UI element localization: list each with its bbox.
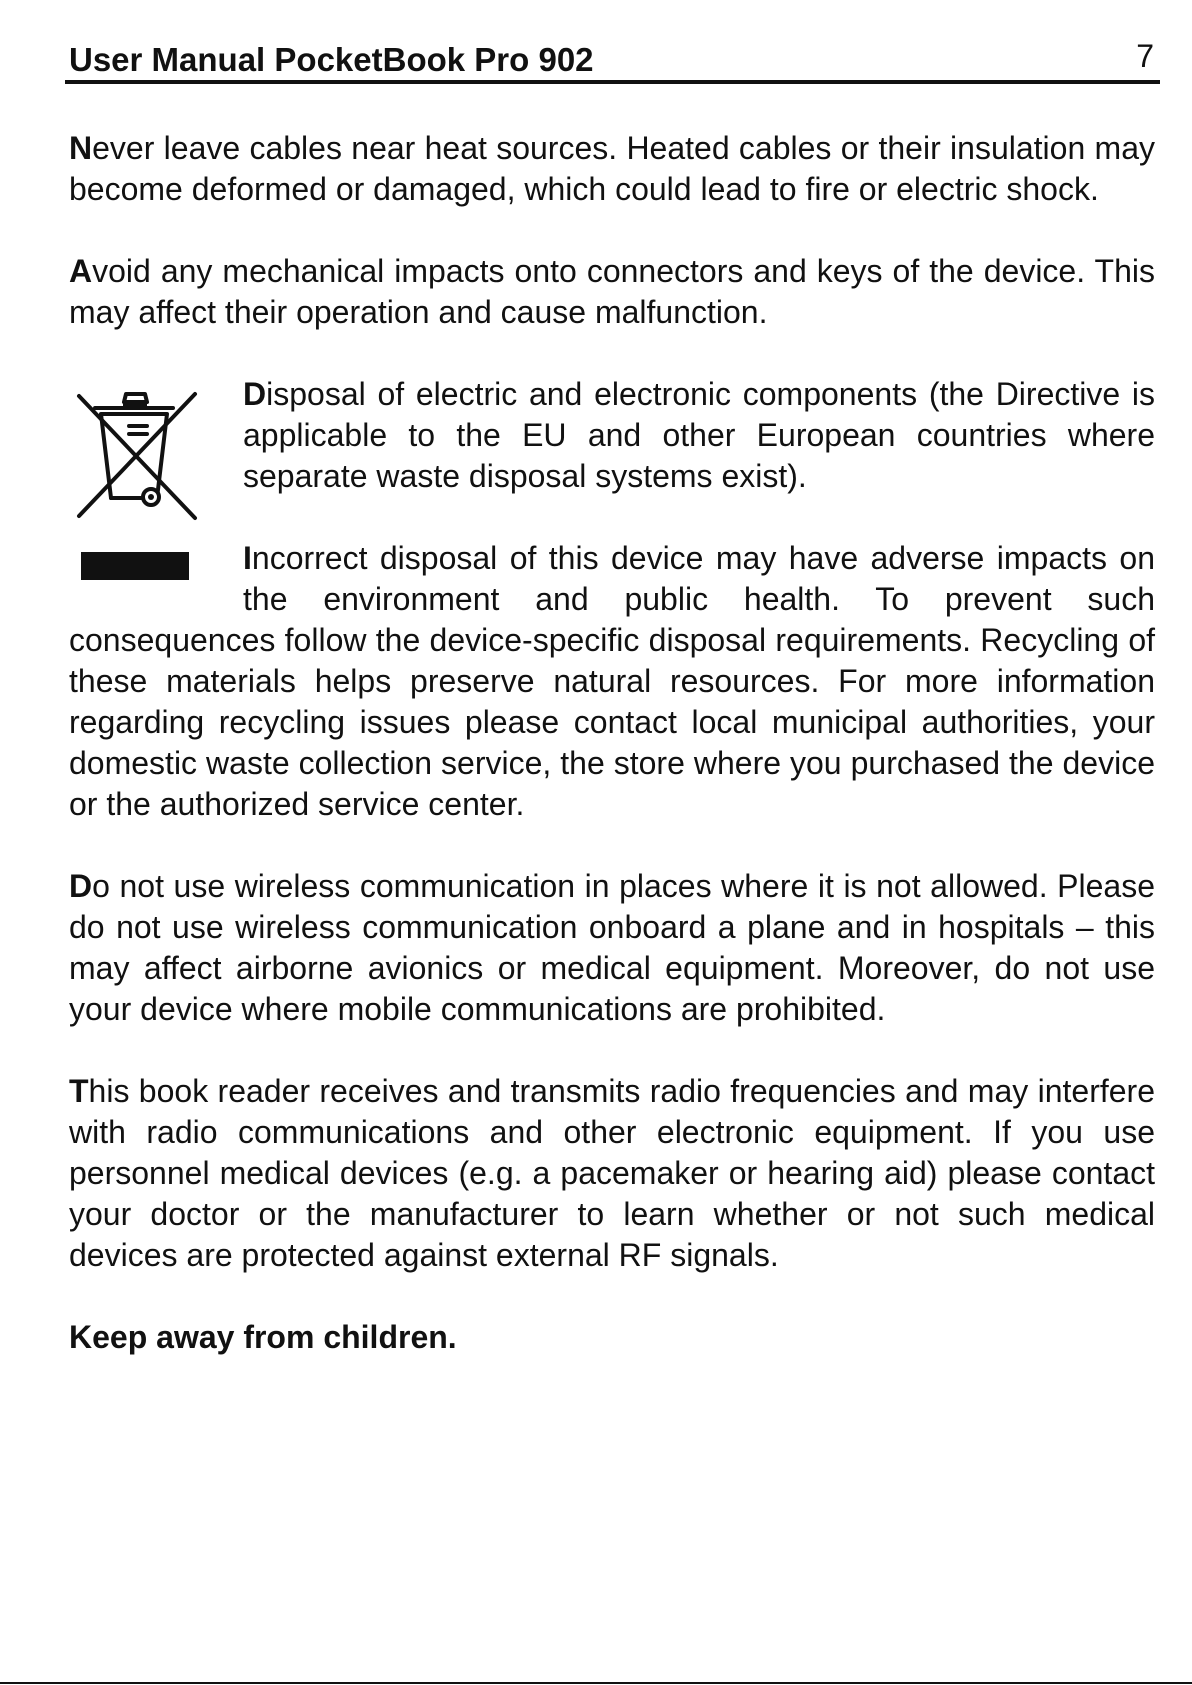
paragraph-wireless: [69, 866, 1155, 1030]
page-bottom-rule: [0, 1682, 1192, 1684]
weee-bin-icon: [69, 380, 199, 585]
drop-initial: N: [69, 130, 93, 166]
drop-initial: D: [243, 376, 267, 412]
paragraph-text: his book reader receives and transmits radio frequencies and may interfere with radio communications and other electronic equipment. If you use personnel medical devices (e.g. a pacemaker or hearing aid) please contact your doctor or the manufacturer to learn whether or not such medical devices are protected against external RF signals.: [69, 1073, 1155, 1273]
page-number: 7: [1136, 38, 1154, 74]
drop-initial: I: [243, 540, 252, 576]
paragraph-text: o not use wireless communication in places where it is not allowed. Please do not use wireless communication onboard a plane and in hospitals – this may affect airborne avionics or medical equipment. Moreover, do not use your device where mobile communications are prohibited.: [69, 868, 1155, 1027]
drop-initial: T: [69, 1073, 89, 1109]
paragraph-incorrect-disposal: [69, 538, 1155, 825]
paragraph-text: isposal of electric and electronic components (the Directive is applicable to the EU and other European countries where separate waste disposal systems exist).: [243, 376, 1155, 494]
children-warning: Keep away from children.: [69, 1319, 457, 1355]
paragraph-mechanical-impacts: [69, 251, 1155, 333]
drop-initial: D: [69, 868, 93, 904]
paragraph-radio-frequencies: [69, 1071, 1155, 1276]
page-content: [69, 128, 1155, 1358]
drop-initial: A: [69, 253, 93, 289]
paragraph-text: void any mechanical impacts onto connectors and keys of the device. This may affect their operation and cause malfunction.: [69, 253, 1155, 330]
manual-title: User Manual PocketBook Pro 902: [69, 41, 594, 78]
paragraph-text: ever leave cables near heat sources. Heated cables or their insulation may become deformed or damaged, which could lead to fire or electric shock.: [69, 130, 1155, 207]
page-header: [65, 40, 1160, 84]
paragraph-heat-sources: [69, 128, 1155, 210]
paragraph-disposal-directive: [69, 374, 1155, 497]
paragraph-text: ncorrect disposal of this device may have adverse impacts on the environment and public health. To prevent such consequences follow the device-specific disposal requirements. Recycling of these materials helps preserve natural resources. For more information regarding recycling issues please contact local municipal authorities, your domestic waste collection service, the store where you purchased the device or the authorized service center.: [69, 540, 1155, 822]
